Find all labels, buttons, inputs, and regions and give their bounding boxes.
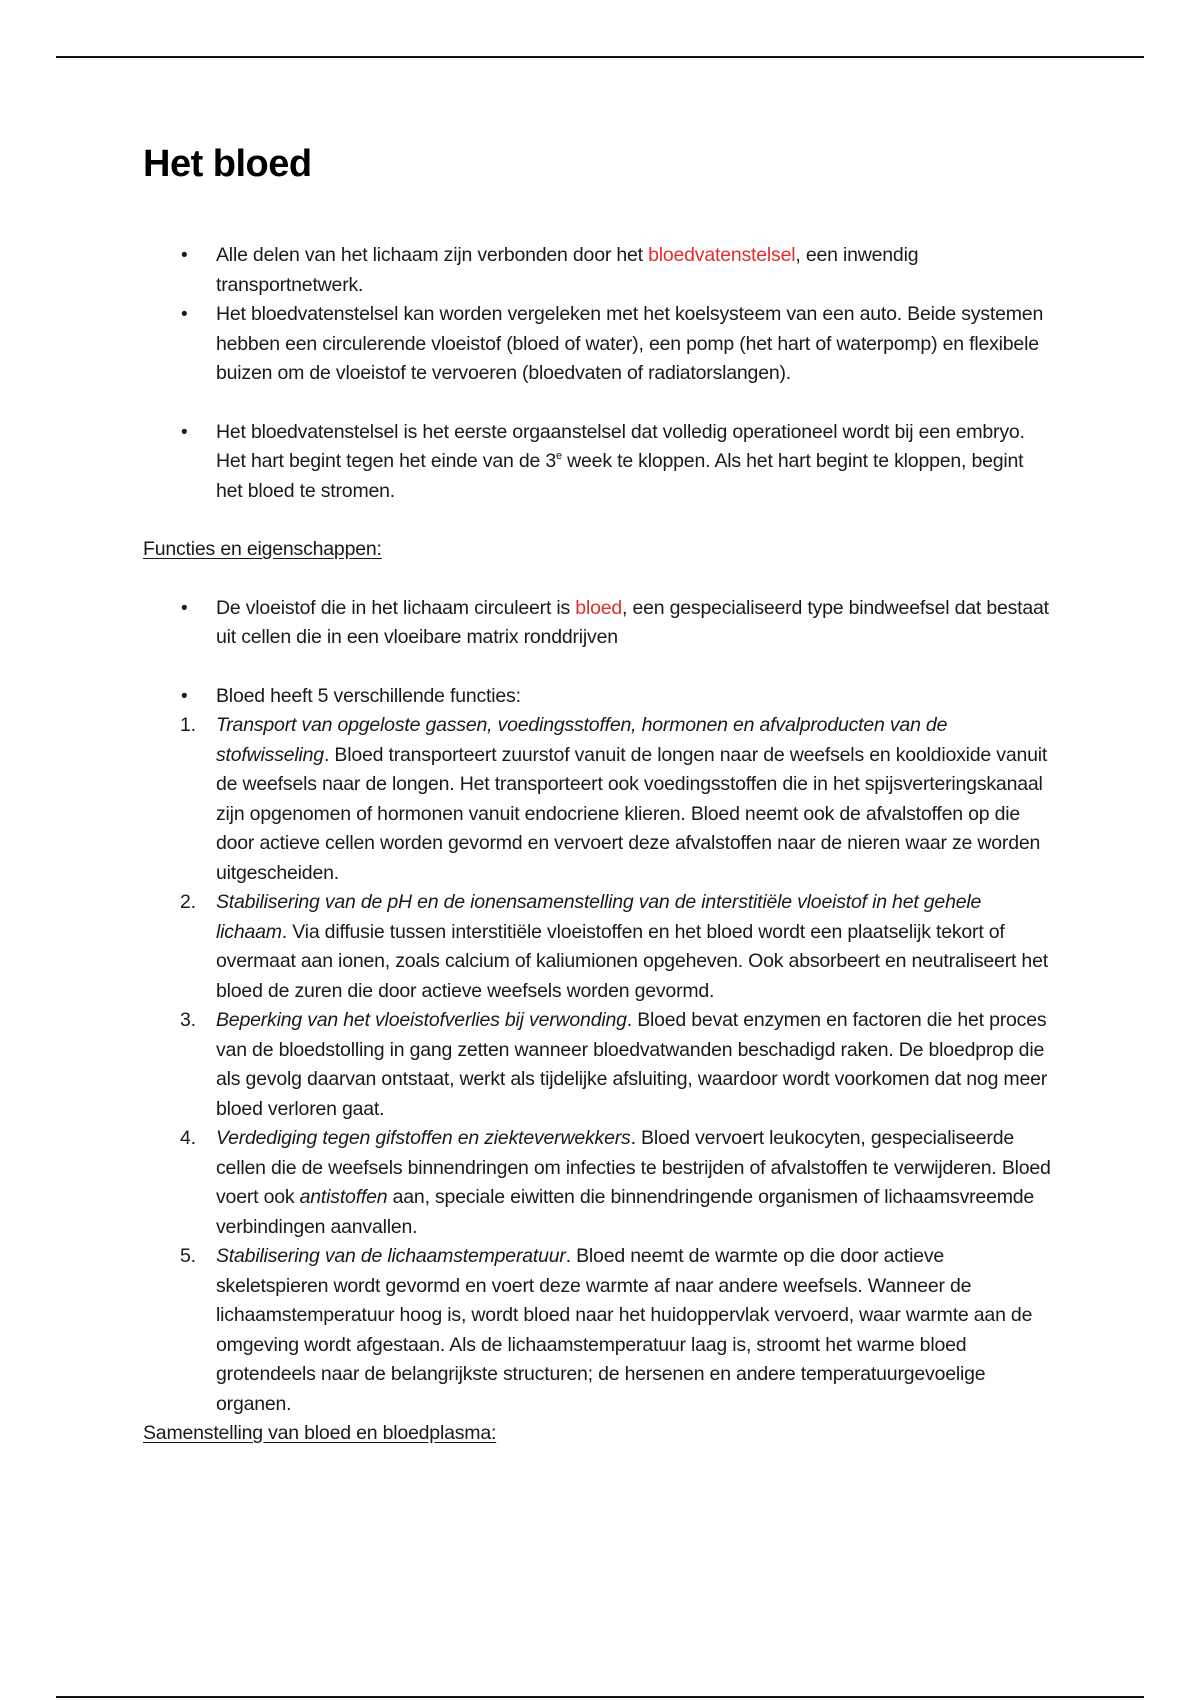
item-number: 3. (180, 1009, 196, 1031)
section-heading-functies: Functies en eigenschappen: (143, 538, 382, 560)
item-number: 2. (180, 891, 196, 913)
list-item: 1. Transport van opgeloste gassen, voedingsstoffen, hormonen en afvalproducten van de stofwisseling. Bloed transporteert zuurstof vanuit de longen naar de weefsels en kooldioxide vanuit de weefsels naar de longen. Het transporteert ook voedingsstoffen die in het spijsverteringskanaal zijn opgenomen of hormonen vanuit endocriene klieren. Bloed neemt ook de afvalstoffen op die door actieve cellen worden gevormd en vervoert deze afvalstoffen naar de nieren waar ze worden uitgescheiden. (143, 711, 1053, 888)
item-number: 4. (180, 1127, 196, 1149)
item-number: 1. (180, 714, 196, 736)
list-item: • Het bloedvatenstelsel kan worden vergeleken met het koelsysteem van een auto. Beide systemen hebben een circulerende vloeistof (bloed of water), een pomp (het hart of waterpomp) en flexibele buizen om de vloeistof te vervoeren (bloedvaten of radiatorslangen). (143, 300, 1053, 389)
section-heading-samenstelling: Samenstelling van bloed en bloedplasma: (143, 1422, 497, 1444)
bullet-icon: • (181, 245, 188, 266)
list-item: • Het bloedvatenstelsel is het eerste orgaanstelsel dat volledig operationeel wordt bij een embryo. Het hart begint tegen het einde van de 3e week te kloppen. Als het hart begint te kloppen, begint het bloed te stromen. (143, 418, 1053, 507)
document-page (143, 140, 1053, 1449)
intro-bullet-list (143, 241, 1053, 506)
highlighted-term: bloedvatenstelsel (648, 244, 796, 266)
footer-rule (56, 1696, 1144, 1698)
list-item: • De vloeistof die in het lichaam circuleert is bloed, een gespecialiseerd type bindweefsel dat bestaat uit cellen die in een vloeibare matrix ronddrijven (143, 594, 1053, 653)
superscript: e (556, 450, 562, 462)
page-title: Het bloed (143, 143, 312, 185)
list-item: 3. Beperking van het vloeistofverlies bij verwonding. Bloed bevat enzymen en factoren die het proces van de bloedstolling in gang zetten wanneer bloedvatwanden beschadigd raken. De bloedprop die als gevolg daarvan ontstaat, werkt als tijdelijke afsluiting, waardoor wordt voorkomen dat nog meer bloed verloren gaat. (143, 1006, 1053, 1124)
bullet-icon: • (181, 597, 188, 619)
list-item: 2. Stabilisering van de pH en de ionensamenstelling van de interstitiële vloeistof in het gehele lichaam. Via diffusie tussen interstitiële vloeistoffen en het bloed wordt een plaatselijk tekort of overmaat aan ionen, zoals calcium of kaliumionen opgeheven. Ook absorbeert en neutraliseert het bloed de zuren die door actieve weefsels worden gevormd. (143, 888, 1053, 1006)
header-rule (56, 56, 1144, 58)
functions-numbered-list (143, 711, 1053, 1419)
item-number: 5. (180, 1245, 196, 1267)
list-item: 5. Stabilisering van de lichaamstemperatuur. Bloed neemt de warmte op die door actieve skeletspieren wordt gevormd en voert deze warmte af naar andere weefsels. Wanneer de lichaamstemperatuur hoog is, wordt bloed naar het huidoppervlak vervoerd, waar warmte aan de omgeving wordt afgestaan. Als de lichaamstemperatuur laag is, stroomt het warme bloed grotendeels naar de belangrijkste structuren; de hersenen en andere temperatuurgevoelige organen. (143, 1242, 1053, 1419)
bullet-icon: • (181, 304, 188, 325)
list-item: 4. Verdediging tegen gifstoffen en ziekteverwekkers. Bloed vervoert leukocyten, gespecialiseerde cellen die de weefsels binnendringen om infecties te bestrijden of afvalstoffen te verwijderen. Bloed voert ook antistoffen aan, speciale eiwitten die binnendringende organismen of lichaamsvreemde verbindingen aanvallen. (143, 1124, 1053, 1242)
functions-bullet-list (143, 594, 1053, 712)
list-item: • Bloed heeft 5 verschillende functies: (143, 682, 1053, 712)
highlighted-term: bloed (575, 596, 623, 619)
bullet-icon: • (181, 685, 188, 707)
bullet-icon: • (181, 421, 188, 443)
list-item: • Alle delen van het lichaam zijn verbonden door het bloedvatenstelsel, een inwendig transportnetwerk. (143, 241, 1053, 300)
